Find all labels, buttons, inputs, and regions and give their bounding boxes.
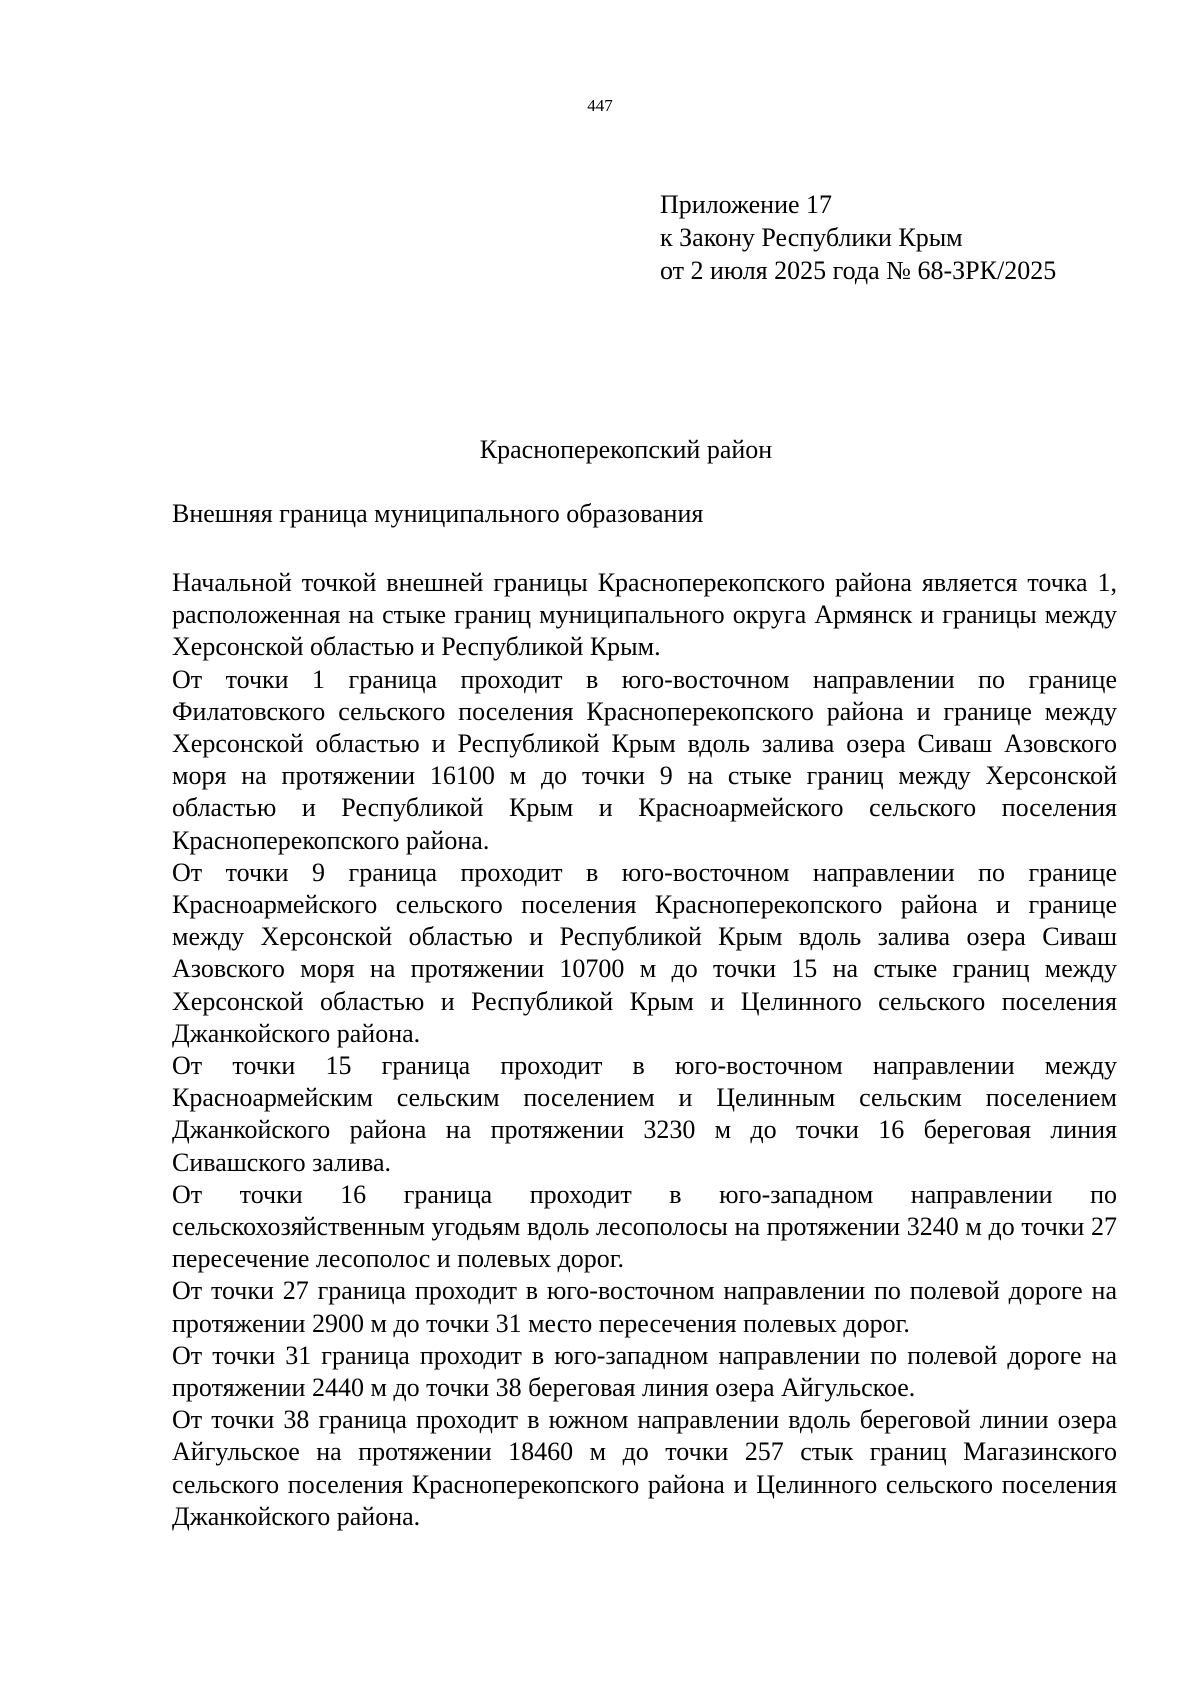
appendix-header bbox=[660, 188, 1056, 287]
paragraph: От точки 9 граница проходит в юго-восточном направлении по границе Красноармейского сельского поселения Красноперекопского района и границе между Херсонской областью и Республикой Крым вдоль залива озера Сиваш Азовского моря на протяжении 10700 м до точки 15 на стыке границ между Херсонской областью и Республикой Крым и Целинного сельского поселения Джанкойского района. bbox=[172, 857, 1117, 1048]
boundary-description bbox=[172, 567, 1117, 1533]
district-title: Красноперекопский район bbox=[479, 435, 773, 464]
appendix-law-reference: к Закону Республики Крым bbox=[660, 223, 963, 252]
paragraph: От точки 16 граница проходит в юго-западном направлении по сельскохозяйственным угодьям вдоль лесополосы на протяжении 3240 м до точки 27 пересечение лесополос и полевых дорог. bbox=[172, 1179, 1117, 1274]
paragraph: Начальной точкой внешней границы Красноперекопского района является точка 1, расположенная на стыке границ муниципального округа Армянск и границы между Херсонской областью и Республикой Крым. bbox=[172, 568, 1117, 662]
paragraph: От точки 15 граница проходит в юго-восточном направлении между Красноармейским сельским поселением и Целинным сельским поселением Джанкойского района на протяжении 3230 м до точки 16 береговая линия Сивашского залива. bbox=[172, 1051, 1117, 1177]
section-title: Внешняя граница муниципального образования bbox=[172, 499, 704, 528]
paragraph: От точки 31 граница проходит в юго-западном направлении по полевой дороге на протяжении 2440 м до точки 38 береговая линия озера Айгульское. bbox=[172, 1340, 1117, 1403]
page-number: 447 bbox=[587, 96, 613, 115]
appendix-law-date: от 2 июля 2025 года № 68-ЗРК/2025 bbox=[660, 256, 1057, 285]
appendix-number: Приложение 17 bbox=[660, 190, 833, 219]
paragraph: От точки 27 граница проходит в юго-восточном направлении по полевой дороге на протяжении 2900 м до точки 31 место пересечения полевых дорог. bbox=[172, 1276, 1117, 1338]
paragraph: От точки 1 граница проходит в юго-восточном направлении по границе Филатовского сельского поселения Красноперекопского района и границе между Херсонской областью и Республикой Крым вдоль залива озера Сиваш Азовского моря на протяжении 16100 м до точки 9 на стыке границ между Херсонской областью и Республикой Крым и Красноармейского сельского поселения Красноперекопского района. bbox=[172, 664, 1117, 855]
paragraph: От точки 38 граница проходит в южном направлении вдоль береговой линии озера Айгульское на протяжении 18460 м до точки 257 стык границ Магазинского сельского поселения Красноперекопского района и Целинного сельского поселения Джанкойского района. bbox=[172, 1405, 1117, 1531]
